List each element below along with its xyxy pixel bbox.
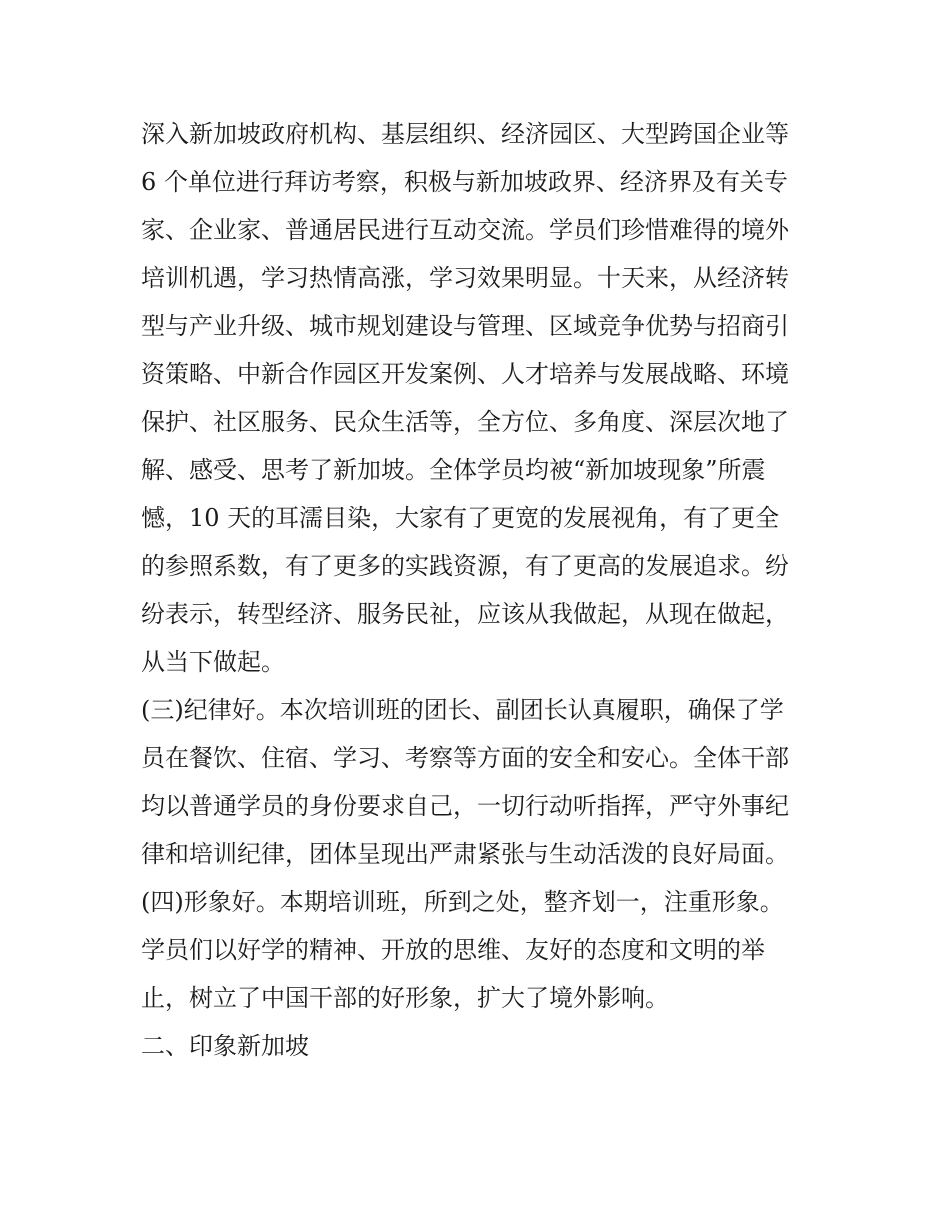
document-body xyxy=(141,110,821,1070)
text-line: 律和培训纪律，团体呈现出严肃紧张与生动活泼的良好局面。 xyxy=(141,840,789,868)
text-line: 解、感受、思考了新加坡。全体学员均被“新加坡现象”所震 xyxy=(141,456,766,484)
text-line: 纷表示，转型经济、服务民祉，应该从我做起，从现在做起， xyxy=(141,600,789,628)
section-heading: 二、印象新加坡 xyxy=(141,1032,309,1060)
text-line: 深入新加坡政府机构、基层组织、经济园区、大型跨国企业等 xyxy=(141,120,789,148)
text-line: 保护、社区服务、民众生活等，全方位、多角度、深层次地了 xyxy=(141,408,789,436)
text-line: 型与产业升级、城市规划建设与管理、区域竞争优势与招商引 xyxy=(141,312,789,340)
text-line: 的参照系数，有了更多的实践资源，有了更高的发展追求。纷 xyxy=(141,552,789,580)
text-line: 家、企业家、普通居民进行互动交流。学员们珍惜难得的境外 xyxy=(141,216,789,244)
text-line: 学员们以好学的精神、开放的思维、友好的态度和文明的举 xyxy=(141,936,765,964)
text-line: 憾，10 天的耳濡目染，大家有了更宽的发展视角，有了更全 xyxy=(141,504,780,532)
text-line: 止，树立了中国干部的好形象，扩大了境外影响。 xyxy=(141,984,669,1012)
text-line: 6 个单位进行拜访考察，积极与新加坡政界、经济界及有关专 xyxy=(141,168,788,196)
section-discipline-line: (三)纪律好。本次培训班的团长、副团长认真履职，确保了学 xyxy=(141,696,784,724)
text-line: 资策略、中新合作园区开发案例、人才培养与发展战略、环境 xyxy=(141,360,789,388)
section-image-line: (四)形象好。本期培训班，所到之处，整齐划一，注重形象。 xyxy=(141,888,784,916)
text-line: 均以普通学员的身份要求自己，一切行动听指挥，严守外事纪 xyxy=(141,792,789,820)
text-line: 员在餐饮、住宿、学习、考察等方面的安全和安心。全体干部 xyxy=(141,744,789,772)
text-line: 从当下做起。 xyxy=(141,648,285,676)
text-line: 培训机遇，学习热情高涨，学习效果明显。十天来，从经济转 xyxy=(141,264,789,292)
